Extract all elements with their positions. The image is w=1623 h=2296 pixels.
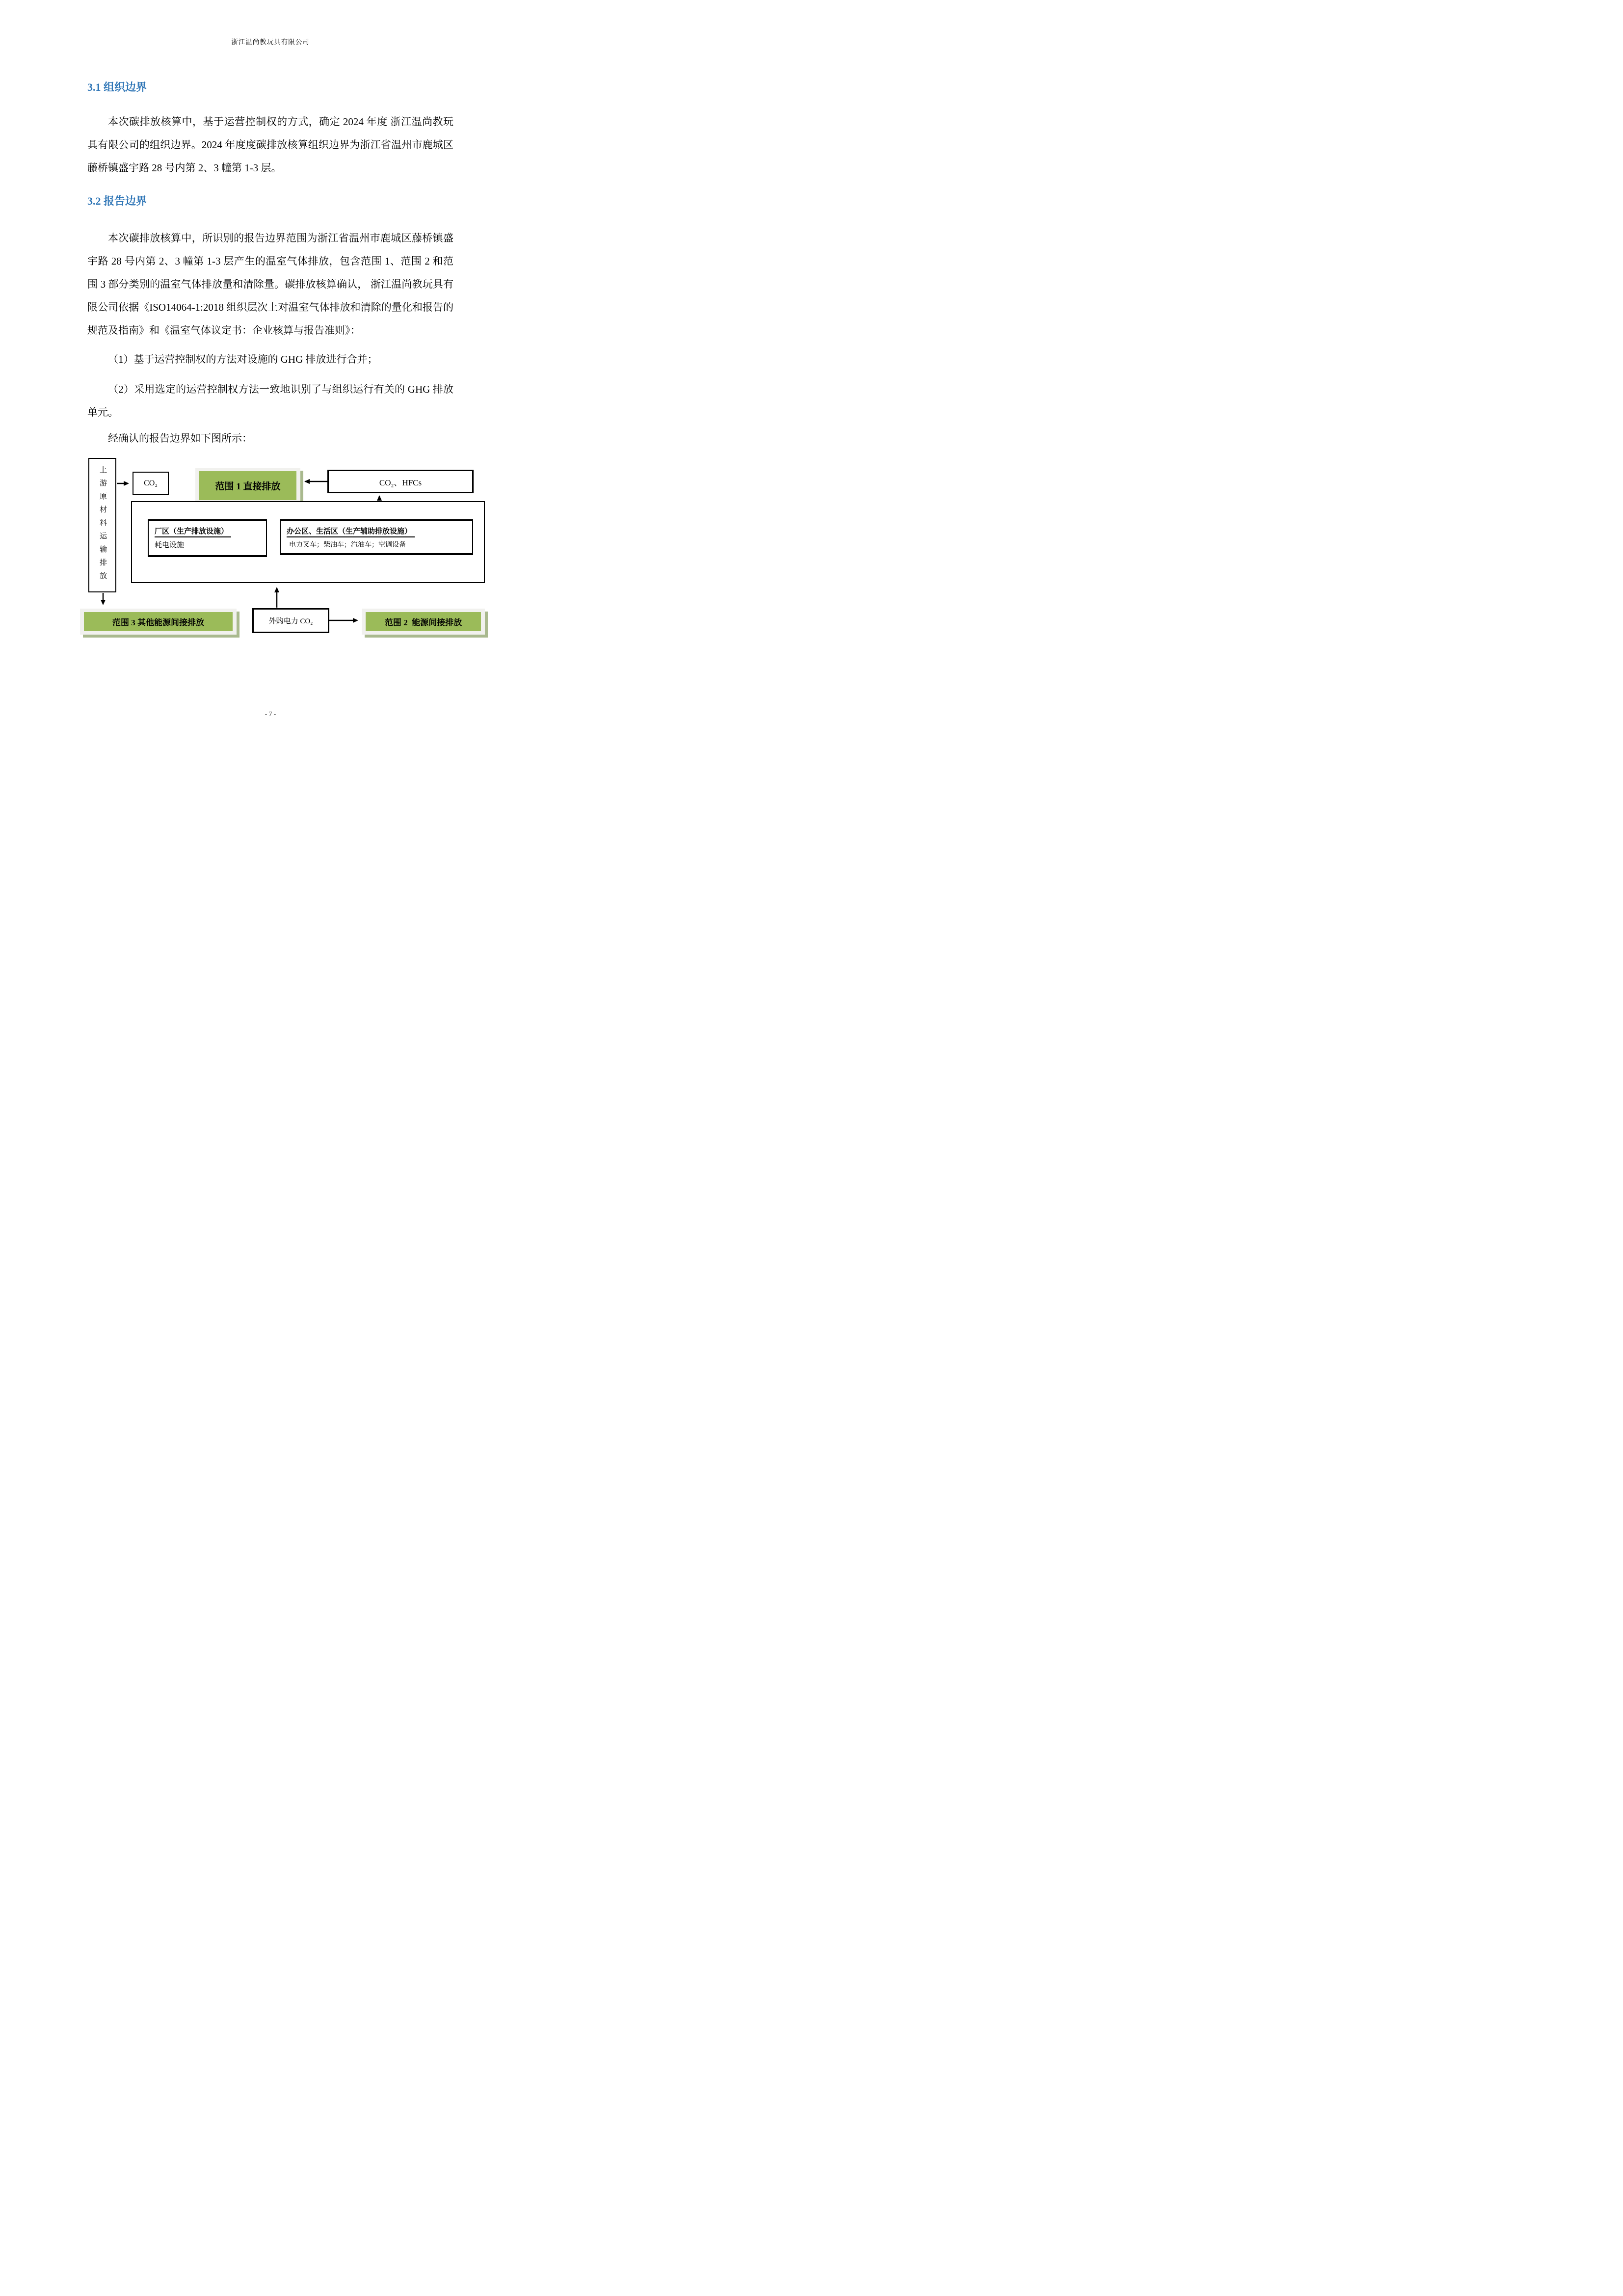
factory-title: 厂区（生产排放设施） (155, 528, 231, 537)
section-heading-3-2: 3.2 报告边界 (87, 194, 147, 207)
office-box (280, 519, 473, 555)
factory-title-line (155, 526, 260, 536)
factory-box (148, 519, 267, 557)
office-title: 办公区、生活区（生产辅助排放设施） (287, 528, 415, 537)
office-body: 电力叉车；柴油车；汽油车；空调设备 (289, 541, 406, 549)
scope1-label: 范围 1 直接排放 (199, 471, 296, 500)
upstream-transport-box (88, 458, 116, 592)
office-title-line (287, 526, 466, 536)
paragraph-reporting-boundary: 本次碳排放核算中，所识别的报告边界范围为浙江省温州市鹿城区藤桥镇盛宇路 28 号内第 2、3 幢第 1-3 层产生的温室气体排放，包含范围 1、范围 2 和范围 3 部分类别的温室气体排放量和清除量。碳排放核算确认， 浙江温尚教玩具有限公司依据《ISO14064-1:2018 组织层次上对温室气体排放和清除的量化和报告的规范及指南》和《温室气体议定书：企业核算与报告准则》： (87, 232, 453, 336)
section-heading-3-1: 3.1 组织边界 (87, 81, 147, 93)
scope3-box (80, 609, 237, 635)
list-item-2: （2）采用选定的运营控制权方法一致地识别了与组织运行有关的 GHG 排放单元。 (87, 383, 453, 418)
facility-container-box (131, 501, 485, 583)
list-item-1: （1）基于运营控制权的方法对设施的 GHG 排放进行合并； (108, 353, 378, 365)
co2-hfcs-box: CO₂、HFCs (327, 470, 474, 493)
page-header: 浙江温尚教玩具有限公司 (231, 38, 310, 46)
factory-body: 耗电设施 (155, 541, 185, 549)
reporting-boundary-diagram (74, 457, 491, 644)
scope1-box (195, 468, 300, 504)
figure-lead-text: 经确认的报告边界如下图所示： (108, 432, 252, 444)
document-page (0, 0, 541, 765)
purchased-power-box: 外购电力 CO₂ (252, 608, 329, 633)
scope2-label: 范围 2 能源间接排放 (366, 612, 481, 631)
paragraph-organization-boundary: 本次碳排放核算中，基于运营控制权的方式，确定 2024 年度 浙江温尚教玩具有限公司的组织边界。2024 年度度碳排放核算组织边界为浙江省温州市鹿城区藤桥镇盛宇路 28 号内第 2、3 幢第 1-3 层。 (87, 115, 453, 174)
co2-box: CO₂ (133, 472, 169, 495)
page-number: - 7 - (265, 710, 276, 718)
scope2-box (362, 609, 485, 635)
upstream-transport-label: 上游原材料运输排放 (99, 465, 106, 585)
scope3-label: 范围 3 其他能源间接排放 (84, 612, 233, 631)
